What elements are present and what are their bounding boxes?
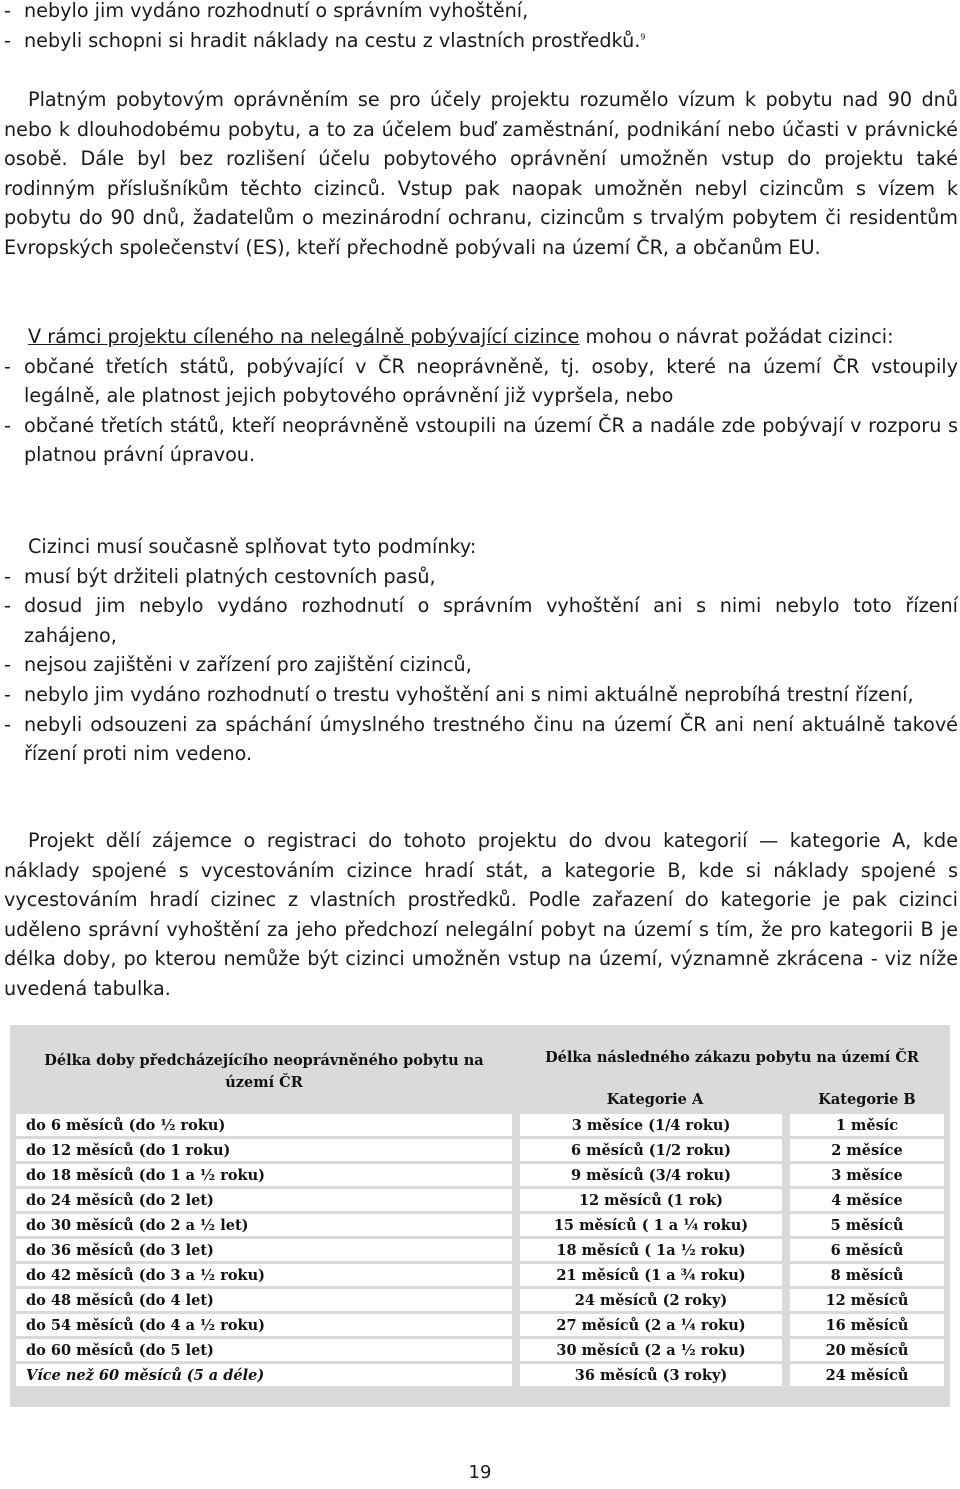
paragraph-valid-permit: Platným pobytovým oprávněním se pro účely projektu rozumělo vízum k pobytu nad 90 dnů nebo k dlouhodobému pobytu, a to za účelem buď zaměstnání, podnikání nebo účasti v právnické osobě. Dále byl bez rozlišení účelu pobytového oprávnění umožněn vstup do projektu také rodinným příslušníkům těchto cizinců. Vstup pak naopak umožněn nebyl cizincům s vízem k pobytu do 90 dnů, žadatelům o mezinárodní ochranu, cizincům s trvalým pobytem či residentům Evropských společenství (ES), kteří přechodně pobývali na území ČR, a občanům EU. xyxy=(4,88,958,259)
table-row xyxy=(16,1214,944,1236)
paragraph-illegal-residents: V rámci projektu cíleného na nelegálně pobývající cizince mohou o návrat požádat cizinci: - občané třetích států, pobývající v ČR neoprávněně, tj. osoby, které na území ČR vstoupily legálně, ale platnost jejich pobytového oprávnění již vypršela, nebo - občané třetích států, kteří neoprávněně vstoupili na území ČR a nadále zde pobývají v rozporu s platnou právní úpravou. xyxy=(4,322,958,470)
footnote-mark: 9 xyxy=(640,32,646,42)
category-b-cell: 20 měsíců xyxy=(790,1339,944,1361)
list-item: - musí být držiteli platných cestovních pasů, xyxy=(4,564,436,588)
prior-stay-cell: do 54 měsíců (do 4 a ½ roku) xyxy=(16,1314,520,1336)
list-item: - nebyli schopni si hradit náklady na cestu z vlastních prostředků.$^9$ xyxy=(4,28,646,52)
category-b-cell: 3 měsíce xyxy=(790,1164,944,1186)
prior-stay-cell: do 30 měsíců (do 2 a ½ let) xyxy=(16,1214,520,1236)
prior-stay-cell: do 48 měsíců (do 4 let) xyxy=(16,1289,520,1311)
table-body xyxy=(16,1114,944,1386)
category-b-cell: 5 měsíců xyxy=(790,1214,944,1236)
underlined-phrase: V rámci projektu cíleného na nelegálně pobývající cizince xyxy=(28,325,580,348)
category-b-cell: 24 měsíců xyxy=(790,1364,944,1386)
list-item: - nejsou zajištěni v zařízení pro zajištění cizinců, xyxy=(4,653,472,677)
table-row xyxy=(16,1164,944,1186)
prior-stay-cell: do 60 měsíců (do 5 let) xyxy=(16,1339,520,1361)
category-b-cell: 4 měsíce xyxy=(790,1189,944,1211)
prior-stay-cell: do 18 měsíců (do 1 a ½ roku) xyxy=(16,1164,520,1186)
table-row xyxy=(16,1139,944,1161)
prior-stay-cell: do 36 měsíců (do 3 let) xyxy=(16,1239,520,1261)
table-row xyxy=(16,1364,944,1386)
category-a-cell: 12 měsíců (1 rok) xyxy=(520,1189,790,1211)
category-a-cell: 21 měsíců (1 a ¾ roku) xyxy=(520,1264,790,1286)
category-a-cell: 36 měsíců (3 roky) xyxy=(520,1364,790,1386)
category-a-cell: 15 měsíců ( 1 a ¼ roku) xyxy=(520,1214,790,1236)
paragraph-conditions: Cizinci musí současně splňovat tyto podmínky: - musí být držiteli platných cestovních pasů, - dosud jim nebylo vydáno rozhodnutí o správním vyhoštění ani s nimi nebylo toto řízení zahájeno, - nejsou zajištěni v zařízení pro zajištění cizinců, - nebylo jim vydáno rozhodnutí o trestu vyhoštění ani s nimi aktuálně neprobíhá trestní řízení, - nebyli odsouzeni za spáchání úmyslného trestného činu na území ČR ani není aktuálně takové řízení proti nim vedeno. xyxy=(4,532,958,769)
category-a-cell: 18 měsíců ( 1a ½ roku) xyxy=(520,1239,790,1261)
list-item: - nebylo jim vydáno rozhodnutí o správním vyhoštění, xyxy=(4,0,529,22)
top-list xyxy=(4,0,958,55)
table-row xyxy=(16,1114,944,1136)
page-number: 19 xyxy=(468,1462,492,1483)
list-item: - občané třetích států, pobývající v ČR neoprávněně, tj. osoby, které na území ČR vstoupily legálně, ale platnost jejich pobytového oprávnění již vypršela, nebo xyxy=(4,354,958,408)
category-b-cell: 8 měsíců xyxy=(790,1264,944,1286)
list-item: - dosud jim nebylo vydáno rozhodnutí o správním vyhoštění ani s nimi nebylo toto řízení zahájeno, xyxy=(4,594,958,647)
category-b-cell: 6 měsíců xyxy=(790,1239,944,1261)
list-item: - občané třetích států, kteří neoprávněně vstoupili na území ČR a nadále zde pobývají v rozporu s platnou právní úpravou. xyxy=(4,413,958,467)
category-a-cell: 27 měsíců (2 a ¼ roku) xyxy=(520,1314,790,1336)
list-item: - nebyli odsouzeni za spáchání úmyslného trestného činu na území ČR ani není aktuálně takové řízení proti nim vedeno. xyxy=(4,712,958,766)
prior-stay-cell: do 12 měsíců (do 1 roku) xyxy=(16,1139,520,1161)
category-b-cell: 12 měsíců xyxy=(790,1289,944,1311)
ban-duration-table xyxy=(10,1025,950,1407)
prior-stay-cell: do 42 měsíců (do 3 a ½ roku) xyxy=(16,1264,520,1286)
category-a-cell: 3 měsíce (1/4 roku) xyxy=(520,1114,790,1136)
category-b-cell: 1 měsíc xyxy=(790,1114,944,1136)
table-header-ban-duration: Délka následného zákazu pobytu na území ČR xyxy=(545,1049,919,1066)
table-row xyxy=(16,1264,944,1286)
table-row xyxy=(16,1189,944,1211)
prior-stay-cell: do 24 měsíců (do 2 let) xyxy=(16,1189,520,1211)
category-b-cell: 16 měsíců xyxy=(790,1314,944,1336)
table-row xyxy=(16,1239,944,1261)
table-row xyxy=(16,1289,944,1311)
table-row xyxy=(16,1314,944,1336)
list-item: - nebylo jim vydáno rozhodnutí o trestu vyhoštění ani s nimi aktuálně neprobíhá trestní řízení, xyxy=(4,682,914,706)
category-a-cell: 9 měsíců (3/4 roku) xyxy=(520,1164,790,1186)
category-b-cell: 2 měsíce xyxy=(790,1139,944,1161)
prior-stay-cell: Více než 60 měsíců (5 a déle) xyxy=(16,1364,520,1386)
prior-stay-cell: do 6 měsíců (do ½ roku) xyxy=(16,1114,520,1136)
table-row xyxy=(16,1339,944,1361)
category-a-cell: 30 měsíců (2 a ½ roku) xyxy=(520,1339,790,1361)
category-a-cell: 24 měsíců (2 roky) xyxy=(520,1289,790,1311)
table-header-prior-stay: Délka doby předcházejícího neoprávněného pobytu na území ČR xyxy=(16,1032,520,1111)
category-a-cell: 6 měsíců (1/2 roku) xyxy=(520,1139,790,1161)
paragraph-categories: Projekt dělí zájemce o registraci do tohoto projektu do dvou kategorií — kategorie A, kde náklady spojené s vycestováním cizince hradí stát, a kategorie B, kde si náklady spojené s vycestováním hradí cizinec z vlastních prostředků. Podle zařazení do kategorie je pak cizinci uděleno správní vyhoštění za jeho předchozí nelegální pobyt na území s tím, že pro kategorii B je délka doby, po kterou nemůže být cizinci umožněn vstup na území, významně zkrácena - viz níže uvedená tabulka. xyxy=(4,829,958,1000)
table-header-category-b: Kategorie B xyxy=(818,1090,916,1108)
table-header-category-a: Kategorie A xyxy=(606,1090,704,1108)
